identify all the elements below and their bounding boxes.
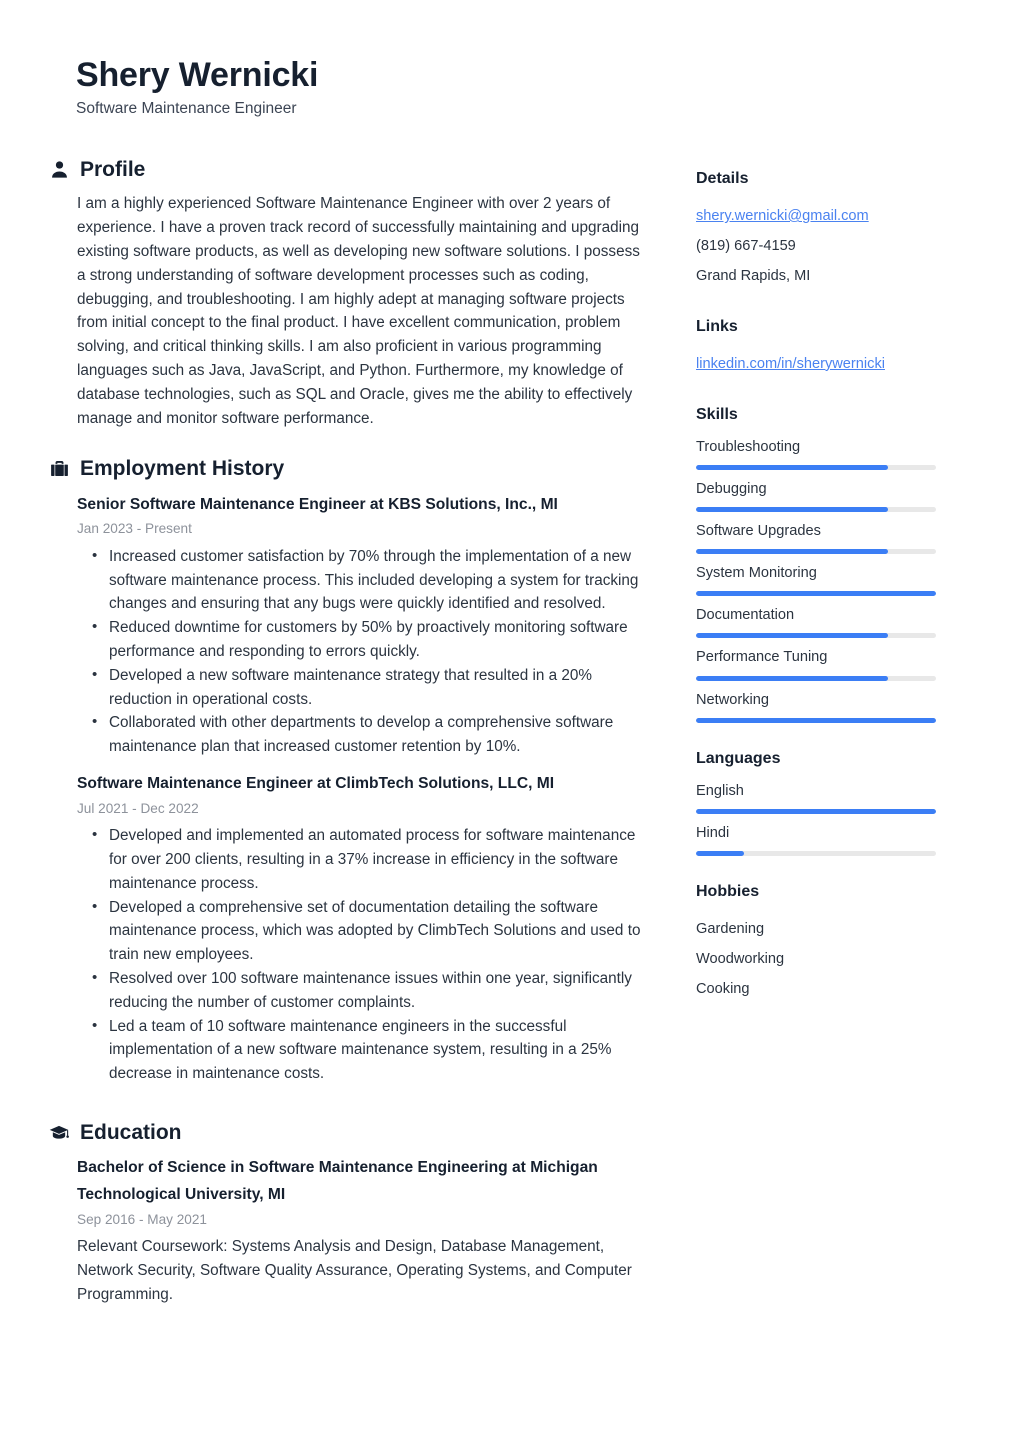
skill-label: Networking [696,691,769,708]
bullet-item: • Led a team of 10 software maintenance engineers in the successful implementation of a new software maintenance system, resulting in a 25% decrease in maintenance costs. [109,1015,642,1086]
linkedin-link[interactable]: linkedin.com/in/sherywernicki [696,355,885,372]
skill-row [696,647,996,680]
sidebar-links [696,317,996,379]
candidate-name: Shery Wernicki [76,56,319,94]
skill-bar-track [696,591,936,596]
language-bar-fill [696,851,744,856]
skill-label: Debugging [696,480,767,497]
resume-body [0,157,1024,1332]
profile-heading [48,157,642,182]
details-title: Details [696,170,749,188]
language-bar-track [696,809,936,814]
education-entries [48,1155,642,1306]
language-label: English [696,782,744,799]
skill-bar-fill [696,465,888,470]
bullet-item: • Collaborated with other departments to develop a comprehensive software maintenance plan that increased customer retention by 10%. [109,711,642,759]
skill-bar-track [696,507,936,512]
skill-bar-fill [696,718,936,723]
skill-label: Software Upgrades [696,522,821,539]
education-entry-description: Relevant Coursework: Systems Analysis and Design, Database Management, Network Security, Software Quality Assurance, Operating Systems, and Computer Programming. [77,1238,632,1303]
briefcase-icon [48,458,70,480]
employment-entry-title: Senior Software Maintenance Engineer at KBS Solutions, Inc., MI [77,495,558,513]
language-row [696,823,996,856]
skill-row [696,479,996,512]
employment-entry-title: Software Maintenance Engineer at ClimbTech Solutions, LLC, MI [77,774,555,792]
skill-bar-fill [696,507,888,512]
skill-bar-fill [696,633,888,638]
bullet-item: • Developed a new software maintenance strategy that resulted in a 20% reduction in operational costs. [109,664,642,712]
skill-label: System Monitoring [696,565,817,582]
sidebar-hobbies [696,882,996,1004]
skill-label: Performance Tuning [696,649,828,666]
hobby-item: Woodworking [696,950,785,967]
language-bar-fill [696,809,936,814]
employment-entry-bullets [77,824,642,1086]
languages-title: Languages [696,749,781,767]
skill-bar-track [696,465,936,470]
employment-entries [48,492,642,1086]
profile-body [48,192,642,430]
education-entry [77,1155,642,1306]
employment-entry [77,492,642,759]
language-label: Hindi [696,824,730,841]
section-education [48,1120,642,1307]
skill-bar-fill [696,549,888,554]
education-title: Education [80,1120,182,1144]
education-heading [48,1120,642,1145]
skill-row [696,563,996,596]
employment-entry-date: Jan 2023 - Present [77,521,192,537]
bullet-item: • Reduced downtime for customers by 50% by proactively monitoring software performance and responding to errors quickly. [109,616,642,664]
skill-row [696,437,996,470]
bullet-item: • Resolved over 100 software maintenance issues within one year, significantly reducing the number of customer complaints. [109,967,642,1015]
skill-label: Troubleshooting [696,438,801,455]
candidate-job-title: Software Maintenance Engineer [76,100,297,118]
employment-entry-bullets [77,545,642,759]
resume-header [0,0,1024,119]
profile-text: I am a highly experienced Software Maintenance Engineer with over 2 years of experience. I have a proven track record of successfully maintaining and upgrading existing software products, as well as developing new software solutions. I possess a strong understanding of software development processes such as coding, debugging, and troubleshooting. I am highly adept at managing software projects from initial concept to the final product. I have excellent communication, problem solving, and critical thinking skills. I am also proficient in various programming languages such as Java, JavaScript, and Python. Furthermore, my knowledge of database technologies, such as SQL and Oracle, gives me the ability to effectively manage and monitor software performance. [77,195,640,427]
skill-bar-fill [696,676,888,681]
skill-bar-track [696,676,936,681]
graduation-cap-icon [48,1122,70,1144]
employment-entry [77,771,642,1086]
language-bar-track [696,851,936,856]
bullet-item: • Developed a comprehensive set of documentation detailing the software maintenance process, which was adopted by ClimbTech Solutions and used to train new employees. [109,896,642,967]
section-profile [48,157,642,430]
user-icon [48,159,70,181]
email-link[interactable]: shery.wernicki@gmail.com [696,208,869,225]
education-entry-date: Sep 2016 - May 2021 [77,1211,207,1227]
section-employment [48,456,642,1086]
links-title: Links [696,318,738,336]
bullet-item: • Increased customer satisfaction by 70% through the implementation of a new software maintenance process. This included developing a system for tracking changes and ensuring that any bugs were quickly identified and resolved. [109,545,642,616]
location-value: Grand Rapids, MI [696,268,811,285]
skill-row [696,690,996,723]
sidebar-skills [696,405,996,723]
employment-entry-date: Jul 2021 - Dec 2022 [77,800,199,816]
skill-bar-track [696,633,936,638]
skill-bar-fill [696,591,936,596]
skill-row [696,521,996,554]
profile-title: Profile [80,158,146,182]
phone-value: (819) 667-4159 [696,238,796,255]
sidebar-details [696,169,996,291]
sidebar-column [696,157,996,1029]
skill-bar-track [696,549,936,554]
language-row [696,781,996,814]
education-entry-title: Bachelor of Science in Software Maintenance Engineering at Michigan Technological University, MI [77,1159,598,1203]
main-column [48,157,652,1332]
skill-bar-track [696,718,936,723]
sidebar-languages [696,749,996,856]
employment-title: Employment History [80,457,285,481]
employment-heading [48,456,642,481]
hobby-item: Gardening [696,920,765,937]
hobbies-title: Hobbies [696,882,760,900]
skills-title: Skills [696,405,738,423]
skill-label: Documentation [696,607,795,624]
hobby-item: Cooking [696,980,750,997]
bullet-item: • Developed and implemented an automated process for software maintenance for over 200 clients, resulting in a 37% increase in efficiency in the software maintenance process. [109,824,642,895]
skill-row [696,605,996,638]
